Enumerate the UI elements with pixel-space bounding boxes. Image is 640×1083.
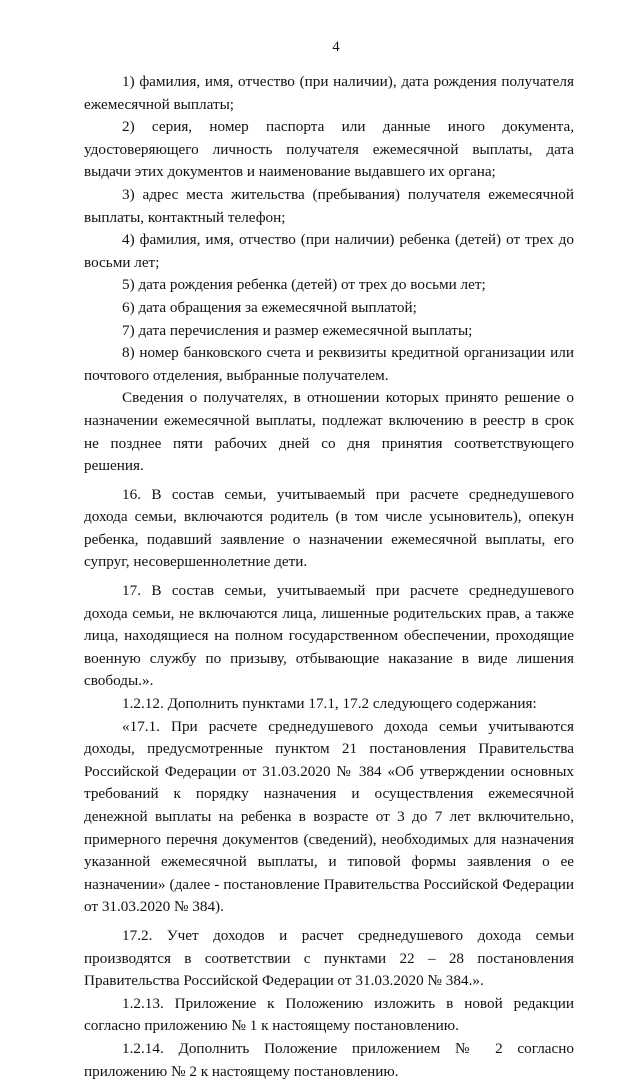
registry-paragraph: Сведения о получателях, в отношении которых принято решение о назначении ежемесячной выплаты, подлежат включению в реестр в срок не позднее пяти рабочих дней со дня принятия соответствующего решения. — [84, 389, 574, 475]
clause-17: 17. В состав семьи, учитываемый при расчете среднедушевого дохода семьи, не включаются лица, лишенные родительских прав, а также лица, находящиеся на полном государственном обеспечении, проходящие военную службу по призыву, отбывающие наказание в виде лишения свободы.». — [84, 582, 574, 690]
amendment-1-2-12: 1.2.12. Дополнить пунктами 17.1, 17.2 следующего содержания: — [122, 695, 537, 713]
list-item-4: 4) фамилия, имя, отчество (при наличии) ребенка (детей) от трех до восьми лет; — [84, 231, 574, 271]
amendment-1-2-14: 1.2.14. Дополнить Положение приложением № 2 согласно приложению № 2 к настоящему постановлению. — [84, 1039, 574, 1080]
list-item-2: 2) серия, номер паспорта или данные иного документа, удостоверяющего личность получателя ежемесячной выплаты, дата выдачи этих документов и наименование выдавшего их органа; — [84, 118, 574, 181]
list-item-1: 1) фамилия, имя, отчество (при наличии), дата рождения получателя ежемесячной выплаты; — [84, 73, 574, 113]
clause-16: 16. В состав семьи, учитываемый при расчете среднедушевого дохода семьи, включаются родитель (в том числе усыновитель), опекун ребенка, подавший заявление о назначении ежемесячной выплаты, его супруг, несовершеннолетние дети. — [84, 485, 574, 571]
amendment-1-2-13: 1.2.13. Приложение к Положению изложить в новой редакции согласно приложению № 1 к настоящему постановлению. — [84, 994, 574, 1035]
clause-17-2: 17.2. Учет доходов и расчет среднедушевого дохода семьи производятся в соответствии с пунктами 22 – 28 постановления Правительства Российской Федерации от 31.03.2020 № 384.». — [84, 926, 574, 990]
list-item-8: 8) номер банковского счета и реквизиты кредитной организации или почтового отделения, выбранные получателем. — [84, 344, 574, 384]
list-item-6: 6) дата обращения за ежемесячной выплатой; — [122, 298, 417, 316]
page-number: 4 — [332, 39, 340, 55]
list-item-5: 5) дата рождения ребенка (детей) от трех до восьми лет; — [122, 276, 486, 294]
list-item-3: 3) адрес места жительства (пребывания) получателя ежемесячной выплаты, контактный телефон; — [84, 185, 574, 226]
clause-17-1: «17.1. При расчете среднедушевого дохода семьи учитываются доходы, предусмотренные пунктом 21 постановления Правительства Российской Федерации от 31.03.2020 № 384 «Об утверждении основных требований к порядку назначения и осуществления ежемесячной денежной выплаты на ребенка в возрасте от 3 до 7 лет включительно, примерного перечня документов (сведений), необходимых для назначения указанной ежемесячной выплаты, и типовой формы заявления о ее назначении» (далее - постановление Правительства Российской Федерации от 31.03.2020 № 384). — [84, 717, 574, 916]
list-item-7: 7) дата перечисления и размер ежемесячной выплаты; — [122, 321, 473, 339]
